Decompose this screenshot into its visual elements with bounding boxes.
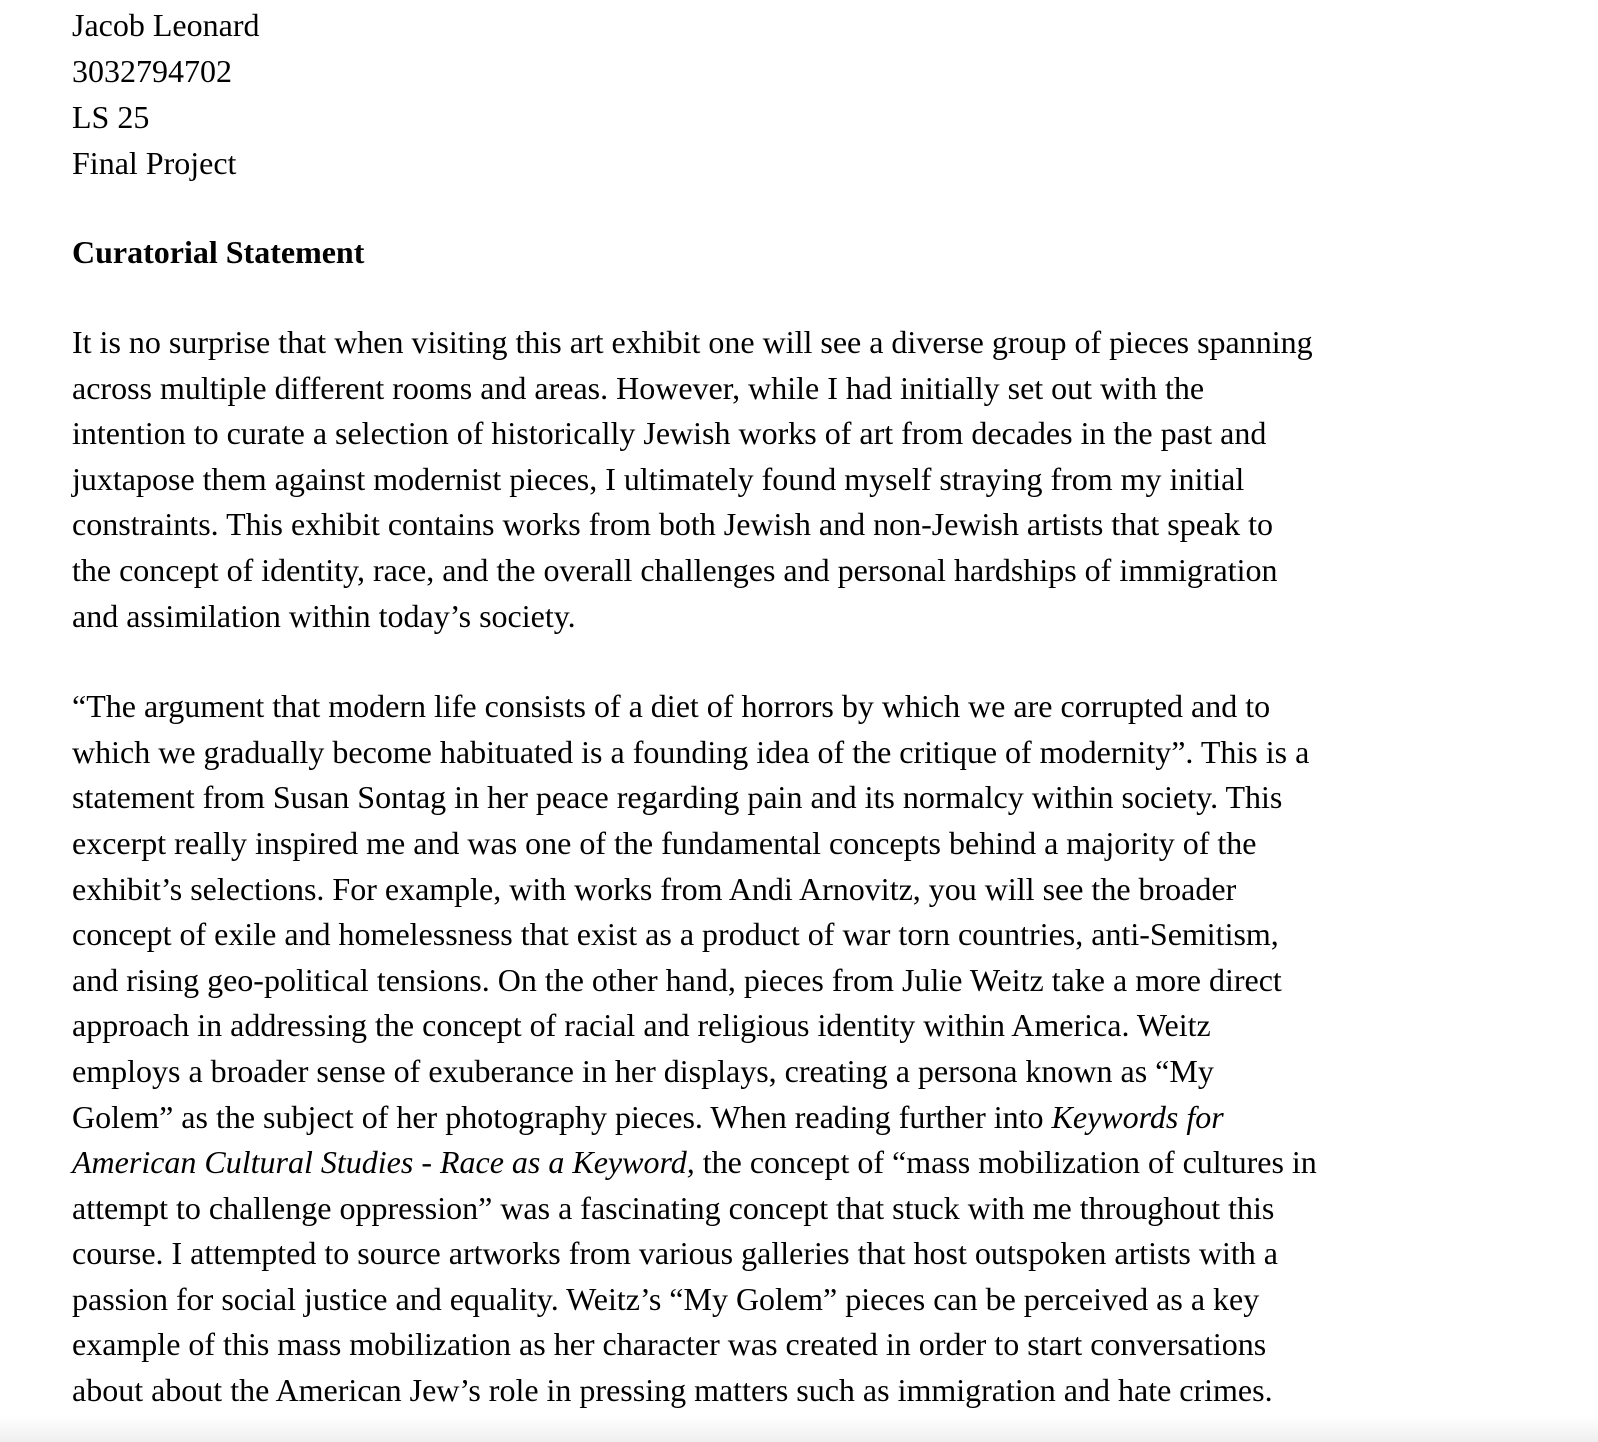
paragraph-line: statement from Susan Sontag in her peace regarding pain and its normalcy within society. This — [72, 779, 1283, 816]
book-title-italic: Keywords for — [1051, 1098, 1224, 1135]
paragraph-line: about about the American Jew’s role in pressing matters such as immigration and hate crimes. — [72, 1372, 1273, 1409]
paragraph-line: concept of exile and homelessness that exist as a product of war torn countries, anti-Semitism, — [72, 916, 1279, 953]
paragraph-line: course. I attempted to source artworks from various galleries that host outspoken artists with a — [72, 1235, 1278, 1272]
paragraph-line: and rising geo-political tensions. On the other hand, pieces from Julie Weitz take a more direct — [72, 961, 1282, 998]
paragraph-line: intention to curate a selection of historically Jewish works of art from decades in the past and — [72, 415, 1267, 452]
paragraph-line: approach in addressing the concept of racial and religious identity within America. Weitz — [72, 1007, 1211, 1044]
bottom-edge-shadow — [0, 1416, 1598, 1442]
line-text: Golem” as the subject of her photography pieces. When reading further into — [72, 1098, 1052, 1135]
paragraph-line: constraints. This exhibit contains works from both Jewish and non-Jewish artists that speak to — [72, 506, 1274, 543]
paragraph-line: It is no surprise that when visiting this art exhibit one will see a diverse group of pieces spanning — [72, 324, 1313, 360]
author-name: Jacob Leonard — [72, 7, 260, 43]
student-id: 3032794702 — [72, 53, 232, 89]
paragraph-line: which we gradually become habituated is a founding idea of the critique of modernity”. This is a — [72, 733, 1310, 770]
paragraph-sontag — [72, 684, 1452, 1414]
assignment-name: Final Project — [72, 145, 237, 181]
book-title-italic: American Cultural Studies - Race as a Keyword, — [72, 1144, 695, 1181]
document-page — [72, 0, 1452, 1414]
paragraph-line: “The argument that modern life consists of a diet of horrors by which we are corrupted and to — [72, 688, 1271, 725]
paragraph-line: juxtapose them against modernist pieces, I ultimately found myself straying from my initial — [72, 460, 1245, 497]
paragraph-line: example of this mass mobilization as her character was created in order to start conversations — [72, 1326, 1267, 1363]
line-text: the concept of “mass mobilization of cultures in — [694, 1144, 1317, 1181]
paragraph-line: exhibit’s selections. For example, with works from Andi Arnovitz, you will see the broader — [72, 870, 1237, 907]
paragraph-line: across multiple different rooms and areas. However, while I had initially set out with the — [72, 369, 1205, 406]
paragraph-line: the concept of identity, race, and the overall challenges and personal hardships of immigration — [72, 551, 1278, 588]
paragraph-line: passion for social justice and equality. Weitz’s “My Golem” pieces can be perceived as a key — [72, 1280, 1260, 1317]
paragraph-line-with-citation — [72, 1095, 1452, 1141]
paragraph-line: excerpt really inspired me and was one of the fundamental concepts behind a majority of the — [72, 824, 1257, 861]
paragraph-line: and assimilation within today’s society. — [72, 597, 576, 634]
paragraph-line: employs a broader sense of exuberance in her displays, creating a persona known as “My — [72, 1052, 1214, 1089]
document-header — [72, 0, 1452, 186]
paragraph-line: attempt to challenge oppression” was a fascinating concept that stuck with me throughout this — [72, 1189, 1275, 1226]
paragraph-line-with-citation — [72, 1140, 1452, 1186]
document-title: Curatorial Statement — [72, 234, 365, 270]
paragraph-intro — [72, 320, 1452, 639]
course-code: LS 25 — [72, 99, 150, 135]
